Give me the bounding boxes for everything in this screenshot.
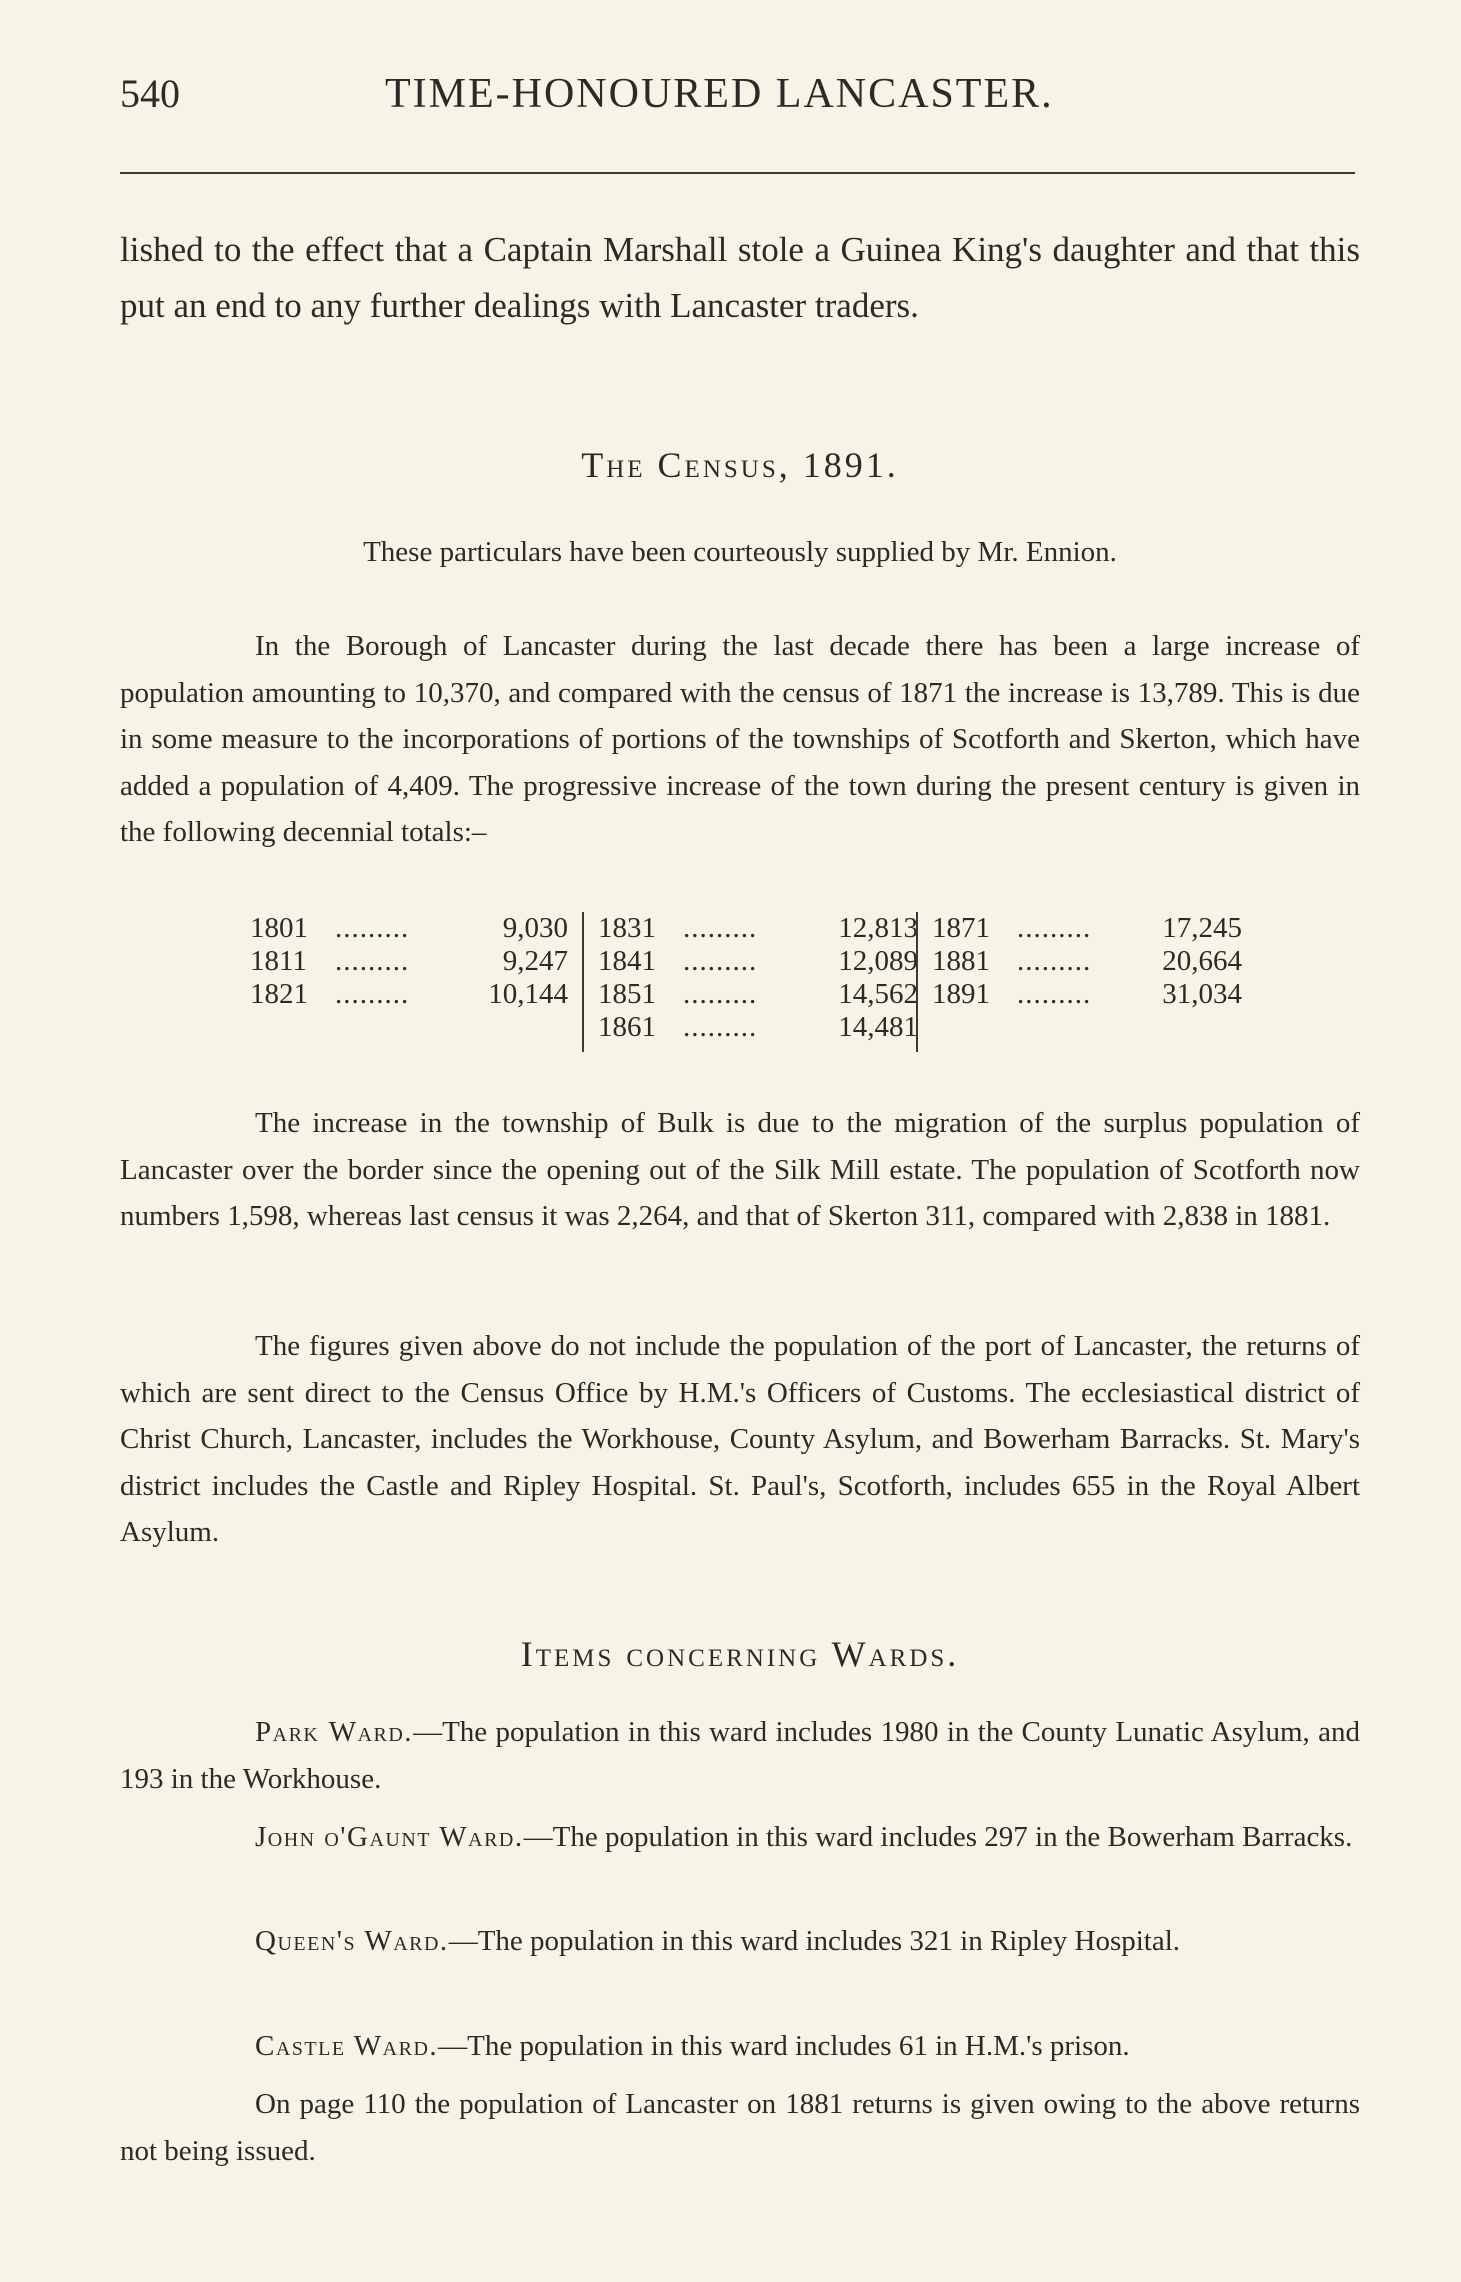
ward-item-john-o-gaunt xyxy=(120,1814,1360,1861)
census-year: 1801 xyxy=(250,912,308,944)
census-value: 20,664 xyxy=(1162,945,1242,977)
census-row xyxy=(250,978,568,1011)
census-value: 9,247 xyxy=(502,945,568,977)
census-column-3 xyxy=(916,912,1242,1052)
census-value: 31,034 xyxy=(1162,978,1242,1010)
census-year: 1861 xyxy=(598,1011,656,1043)
ward-name: Park Ward. xyxy=(255,1716,414,1748)
dot-leader: ......... xyxy=(683,912,758,944)
census-year: 1871 xyxy=(932,912,990,944)
census-credit: These particulars have been courteously supplied by Mr. Ennion. xyxy=(363,536,1117,568)
census-value: 14,562 xyxy=(838,978,918,1010)
census-row xyxy=(598,978,918,1011)
closing-paragraph: On page 110 the population of Lancaster on 1881 returns is given owing to the above returns not being issued. xyxy=(120,2088,1360,2167)
census-value: 12,089 xyxy=(838,945,918,977)
header-rule xyxy=(120,172,1355,174)
census-year: 1851 xyxy=(598,978,656,1010)
census-row xyxy=(598,1011,918,1044)
opening-paragraph: lished to the effect that a Captain Marshall stole a Guinea King's daughter and that this put an end to any further dealings with Lancaster traders. xyxy=(120,230,1360,325)
census-totals-table xyxy=(250,912,1242,1052)
ward-item-queens xyxy=(120,1918,1360,1965)
page-number: 540 xyxy=(120,71,180,116)
census-column-2 xyxy=(582,912,918,1052)
ward-item-park xyxy=(120,1709,1360,1802)
census-row xyxy=(932,912,1242,945)
dot-leader: ......... xyxy=(683,978,758,1010)
dot-leader: ......... xyxy=(1017,912,1092,944)
census-year: 1821 xyxy=(250,978,308,1010)
running-head xyxy=(120,70,1350,130)
ward-text: —The population in this ward includes 61 in H.M.'s prison. xyxy=(438,2030,1130,2062)
census-row xyxy=(598,945,918,978)
wards-heading: Items concerning Wards. xyxy=(520,1634,960,1674)
census-row xyxy=(250,945,568,978)
census-paragraph-1: In the Borough of Lancaster during the last decade there has been a large increase of population amounting to 10,370, and compared with the census of 1871 the increase is 13,789. This is due in some measure to the incorporations of portions of the townships of Scotforth and Skerton, which have added a population of 4,409. The progressive increase of the town during the present century is given in the following decennial totals:– xyxy=(120,630,1360,848)
census-year: 1881 xyxy=(932,945,990,977)
census-value: 9,030 xyxy=(502,912,568,944)
census-value: 12,813 xyxy=(838,912,918,944)
census-row xyxy=(250,912,568,945)
census-row xyxy=(932,945,1242,978)
dot-leader: ......... xyxy=(335,978,410,1010)
ward-text: —The population in this ward includes 321 in Ripley Hospital. xyxy=(448,1925,1181,1957)
ward-text: —The population in this ward includes 1980 in the County Lunatic Asylum, and 193 in the Workhouse. xyxy=(120,1716,1360,1795)
dot-leader: ......... xyxy=(1017,978,1092,1010)
census-heading: The Census, 1891. xyxy=(581,445,899,485)
census-year: 1831 xyxy=(598,912,656,944)
census-row xyxy=(932,978,1242,1011)
dot-leader: ......... xyxy=(1017,945,1092,977)
census-value: 17,245 xyxy=(1162,912,1242,944)
dot-leader: ......... xyxy=(683,945,758,977)
census-year: 1891 xyxy=(932,978,990,1010)
dot-leader: ......... xyxy=(335,912,410,944)
dot-leader: ......... xyxy=(335,945,410,977)
census-paragraph-2: The increase in the township of Bulk is due to the migration of the surplus population of Lancaster over the border since the opening out of the Silk Mill estate. The population of Scotforth now numbers 1,598, whereas last census it was 2,264, and that of Skerton 311, compared with 2,838 in 1881. xyxy=(120,1107,1360,1232)
census-column-1 xyxy=(250,912,568,1052)
census-row xyxy=(598,912,918,945)
ward-name: Queen's Ward. xyxy=(255,1925,449,1957)
ward-name: Castle Ward. xyxy=(255,2030,439,2062)
census-paragraph-3: The figures given above do not include the population of the port of Lancaster, the returns of which are sent direct to the Census Office by H.M.'s Officers of Customs. The ecclesiastical district of Christ Church, Lancaster, includes the Workhouse, County Asylum, and Bowerham Barracks. St. Mary's district includes the Castle and Ripley Hospital. St. Paul's, Scotforth, includes 655 in the Royal Albert Asylum. xyxy=(120,1330,1360,1548)
census-value: 14,481 xyxy=(838,1011,918,1043)
ward-name: John o'Gaunt Ward. xyxy=(255,1821,524,1853)
running-title: TIME-HONOURED LANCASTER. xyxy=(385,71,1054,117)
dot-leader: ......... xyxy=(683,1011,758,1043)
census-value: 10,144 xyxy=(488,978,568,1010)
census-year: 1841 xyxy=(598,945,656,977)
census-year: 1811 xyxy=(250,945,307,977)
ward-text: —The population in this ward includes 297 in the Bowerham Barracks. xyxy=(523,1821,1353,1853)
ward-item-castle xyxy=(120,2023,1360,2070)
